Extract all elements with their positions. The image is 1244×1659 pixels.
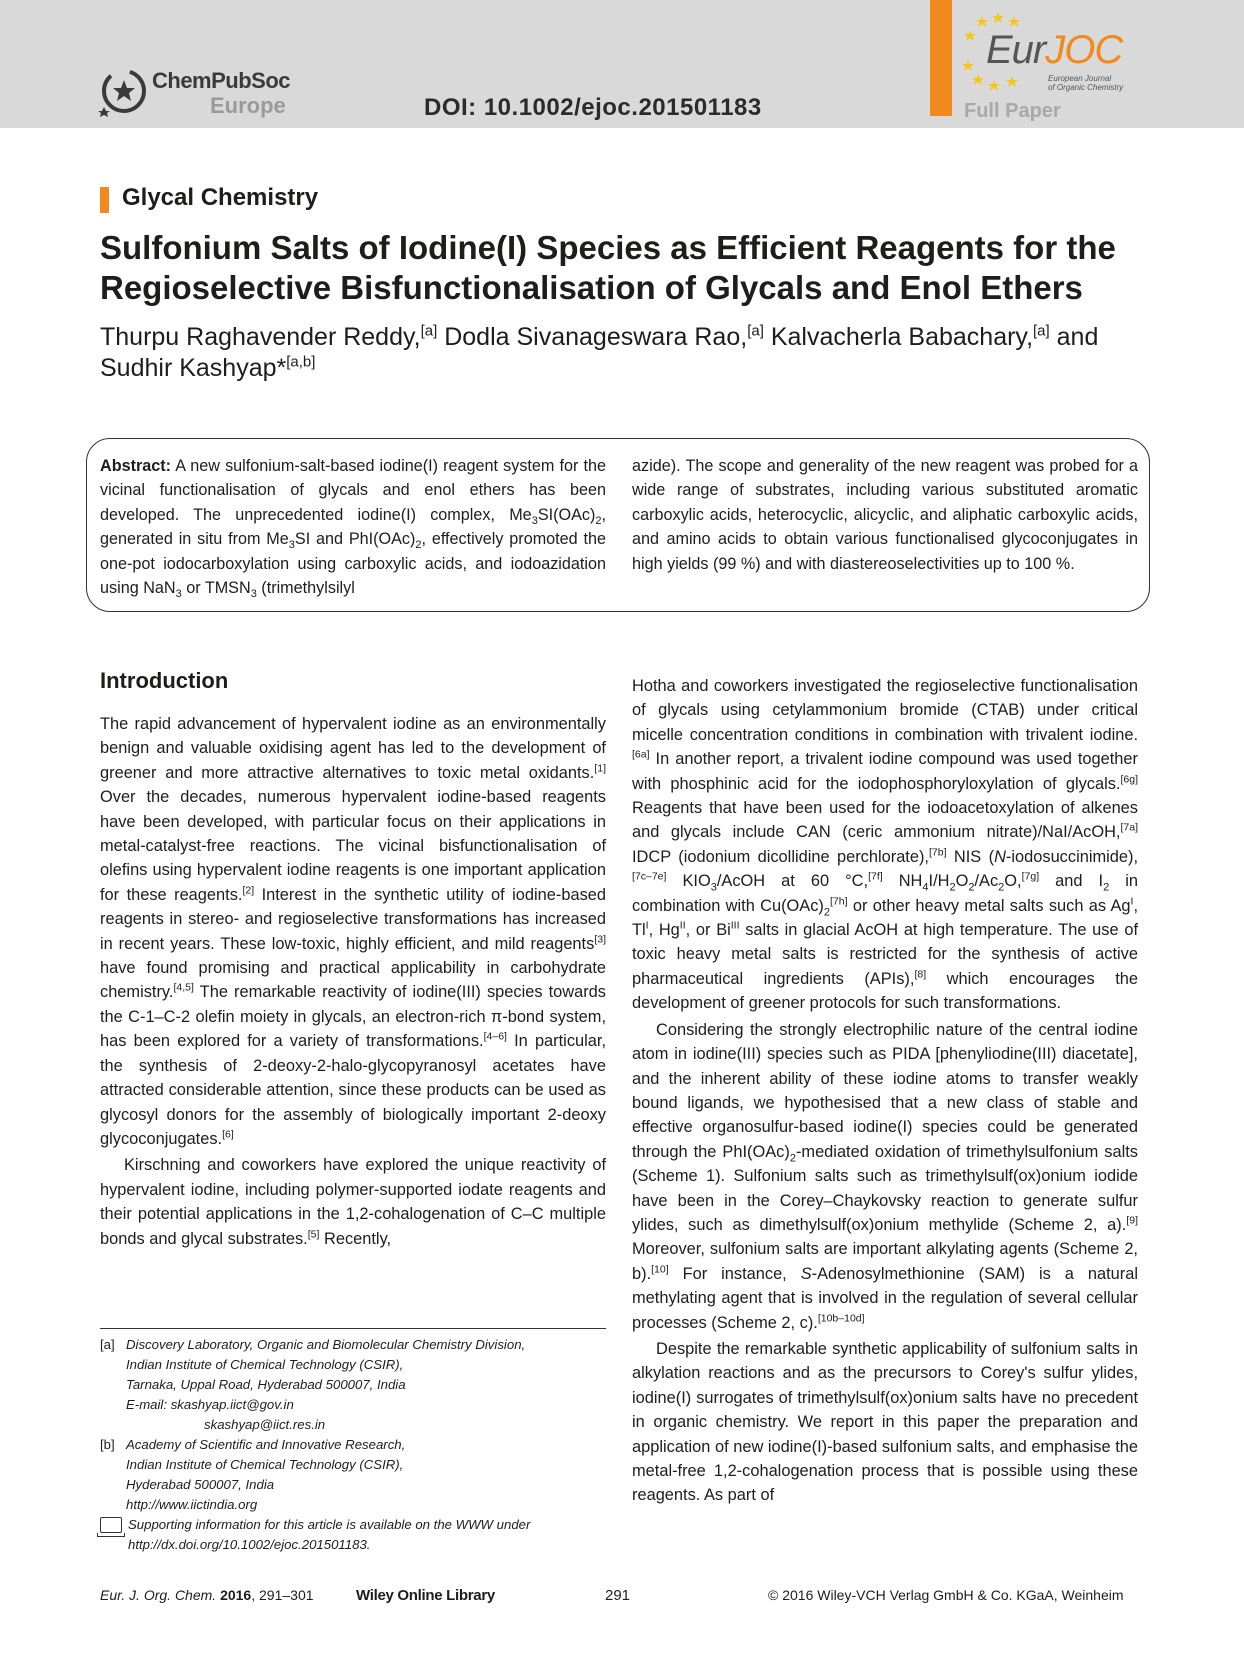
footnote-line: Indian Institute of Chemical Technology (CSIR),	[126, 1357, 404, 1372]
footnotes	[100, 1335, 620, 1555]
article-type: Full Paper	[964, 100, 1061, 122]
footnote-line: Academy of Scientific and Innovative Research,	[126, 1437, 406, 1452]
abstract-text: A new sulfonium-salt-based iodine(I) reagent system for the vicinal functionalisation of glycals and enol ethers has been developed. The unprecedented iodine(I) complex, Me	[100, 457, 606, 524]
footnote-tag: [b]	[100, 1437, 115, 1452]
abstract-right: azide). The scope and generality of the new reagent was probed for a wide range of substrates, including various substituted aromatic carboxylic acids, heterocyclic, alicyclic, and aliphatic carboxylic acids, and amino acids to obtain various functionalised glycoconjugates in high yields (99 %) and with diastereoselectivities up to 100 %.	[632, 457, 1138, 573]
author-name: Thurpu Raghavender Reddy,	[100, 323, 421, 351]
footnote-body	[128, 1515, 620, 1555]
footnote-line: Hyderabad 500007, India	[126, 1477, 275, 1492]
journal-logo-sub1: European Journal	[1048, 74, 1112, 83]
abstract-text: SI and PhI(OAc)	[294, 530, 416, 549]
footnote-a	[100, 1335, 620, 1435]
eurjoc-logo	[960, 8, 1150, 98]
section-marker	[100, 187, 109, 213]
subscript: 2	[415, 539, 422, 552]
footnote-divider	[100, 1328, 606, 1329]
footnote-b	[100, 1435, 620, 1515]
footnote-tag: [a]	[100, 1337, 115, 1352]
author-name: Dodla Sivanageswara Rao,	[444, 323, 748, 351]
abstract-label: Abstract:	[100, 457, 172, 475]
author-name: Sudhir Kashyap*	[100, 354, 287, 382]
journal-logo-accent: JOC	[1045, 28, 1123, 72]
footer-journal: Eur. J. Org. Chem.	[100, 1587, 217, 1603]
publisher-name: ChemPubSoc	[152, 68, 291, 93]
journal-logo-main: Eur	[986, 28, 1046, 72]
author-affiliation: [a,b]	[286, 353, 316, 371]
footnote-body	[126, 1435, 620, 1515]
email-link[interactable]: E-mail: skashyap.iict@gov.in	[126, 1397, 294, 1412]
page-number: 291	[605, 1587, 631, 1604]
section-label: Glycal Chemistry	[122, 184, 319, 211]
copyright: © 2016 Wiley-VCH Verlag GmbH & Co. KGaA, Weinheim	[768, 1587, 1124, 1603]
footnote-si	[100, 1515, 620, 1555]
footer-year: 2016	[220, 1587, 252, 1603]
abstract-text: , effectively promoted the one-pot iodocarboxylation using carboxylic acids, and iodoazidation using NaN	[100, 530, 606, 598]
footnote-line: Tarnaka, Uppal Road, Hyderabad 500007, India	[126, 1377, 406, 1392]
chempubsoc-logo	[98, 63, 298, 123]
footnote-line: Discovery Laboratory, Organic and Biomolecular Chemistry Division,	[126, 1337, 526, 1352]
author-affiliation: [a]	[420, 322, 438, 340]
author-affiliation: [a]	[1033, 322, 1050, 340]
abstract-left	[100, 454, 606, 600]
footnote-line: Supporting information for this article is available on the WWW under	[128, 1517, 531, 1532]
journal-logo-text	[986, 28, 1122, 73]
journal-logo-sub	[1048, 74, 1123, 92]
accent-bar	[930, 0, 952, 116]
star-circle-icon	[98, 65, 150, 117]
footer-citation	[100, 1587, 314, 1603]
body-column-left	[100, 712, 606, 1251]
footer-pages: , 291–301	[251, 1587, 314, 1603]
author-affiliation: [a]	[747, 322, 764, 340]
publisher-sub: Europe	[210, 93, 286, 118]
abstract-text: SI(OAc)	[537, 505, 596, 524]
doi[interactable]: DOI: 10.1002/ejoc.201501183	[424, 94, 762, 121]
abstract-text: (trimethylsilyl	[256, 579, 355, 598]
journal-logo-sub2: of Organic Chemistry	[1048, 83, 1124, 92]
paragraph: Kirschning and coworkers have explored the unique reactivity of hypervalent iodine, including polymer-supported iodate reagents and their potential applications in the 1,2-cohalogenation of C–C multiple bonds and glycal substrates.[5] Recently,	[100, 1156, 606, 1248]
paragraph: Considering the strongly electrophilic nature of the central iodine atom in iodine(III) species such as PIDA [phenyliodine(III) diacetate], and the inherent ability of these iodine atoms to transfer weakly bound ligands, we hypothesised that a new class of stable and effective organosulfur-based iodine(I) species could be generated through the $PhI(OAc)_2$-mediated oxidation of trimethylsulfonium salts (Scheme 1). Sulfonium salts such as trimethylsulf(ox)onium iodide have been in the Corey–Chaykovsky reaction to generate sulfur ylides, such as dimethylsulf(ox)onium methylide (Scheme 2, a).[9] Moreover, sulfonium salts are important alkylating agents (Scheme 2, b).[10] For instance, S-Adenosylmethionine (SAM) is a natural methylating agent that is involved in the regulation of several cellular processes (Scheme 2, c).[10b–10d]	[632, 1020, 1138, 1332]
subscript: 2	[595, 515, 602, 528]
abstract-text: , generated in situ from Me	[100, 505, 606, 549]
paragraph: Despite the remarkable synthetic applicability of sulfonium salts in alkylation reactions and as the precursors to Corey's sulfur ylides, iodine(I) surrogates of trimethylsulf(ox)onium salts have no precedent in organic chemistry. We report in this paper the preparation and application of new iodine(I)-based sulfonium salts, and emphasise the metal-free 1,2-cohalogenation process that is possible using these reagents. As part of	[632, 1339, 1138, 1505]
introduction-heading: Introduction	[100, 668, 229, 693]
website-link[interactable]: http://www.iictindia.org	[126, 1497, 258, 1512]
subscript: 3	[531, 515, 538, 528]
paragraph: The rapid advancement of hypervalent iodine as an environmentally benign and valuable oxidising agent has led to the development of greener and more attractive alternatives to toxic metal oxidants.[1] Over the decades, numerous hypervalent iodine-based reagents have been developed, with particular focus on their applications in metal-catalyst-free reactions. The vicinal bisfunctionalisation of olefins using hypervalent iodine reagents is one important application for these reagents.[2] Interest in the synthetic utility of iodine-based reagents in stereo- and regioselective transformations has increased in recent years. These low-toxic, highly efficient, and mild reagents[3] have found promising and practical applicability in carbohydrate chemistry.[4,5] The remarkable reactivity of iodine(III) species towards the C-1–C-2 olefin moiety in glycals, an electron-rich π-bond system, has been explored for a variety of transformations.[4–6] In particular, the synthesis of 2-deoxy-2-halo-glycopyranosyl acetates have attracted considerable attention, since these products can be used as glycosyl donors for the assembly of biologically important 2-deoxy glycoconjugates.[6]	[100, 715, 607, 1148]
wiley-online-library-link[interactable]: Wiley Online Library	[356, 1587, 495, 1604]
subscript: 3	[175, 588, 182, 601]
author-and: and	[1056, 323, 1099, 351]
paragraph: Hotha and coworkers investigated the regioselective functionalisation of glycals using cetylammonium bromide (CTAB) under critical micelle concentration conditions in combination with trivalent iodine.[6a] In another report, a trivalent iodine compound was used together with phosphinic acid for the iodophosphoryloxylation of glycals.[6g] Reagents that have been used for the iodoacetoxylation of alkenes and glycals include CAN (ceric ammonium nitrate)/NaI/AcOH,[7a] IDCP (iodonium dicollidine perchlorate),[7b] NIS (N-iodosuccinimide),[7c–7e] $KIO_3$/AcOH at 60 °C,[7f] $NH_4I/H_2O_2/Ac_2O,[7g]$ and $I_2$ in combination with $Cu(OAc)_2[7h]$ or other heavy metal salts such as $Ag^I$, $Tl^I$, $Hg^{II}$, or $Bi^{III}$ salts in glacial AcOH at high temperature. The use of toxic heavy metal salts is restricted for the synthesis of active pharmaceutical ingredients (APIs),[8] which encourages the development of greener protocols for such transformations.	[632, 677, 1139, 1013]
article-title: Sulfonium Salts of Iodine(I) Species as Efficient Reagents for the Regioselective Bisfunctionalisation of Glycals and Enol Ethers	[100, 229, 1116, 306]
subscript: 3	[288, 539, 295, 552]
author-list	[100, 322, 1160, 384]
computer-icon	[100, 1517, 122, 1533]
author-name: Kalvacherla Babachary,	[770, 323, 1034, 351]
footnote-line: Indian Institute of Chemical Technology (CSIR),	[126, 1457, 404, 1472]
abstract-text: or TMSN	[181, 579, 251, 598]
email-link[interactable]: skashyap@iict.res.in	[204, 1417, 326, 1432]
si-link[interactable]: http://dx.doi.org/10.1002/ejoc.201501183.	[128, 1537, 371, 1552]
body-column-right	[632, 674, 1138, 1508]
footnote-body	[126, 1335, 620, 1435]
subscript: 3	[250, 588, 257, 601]
